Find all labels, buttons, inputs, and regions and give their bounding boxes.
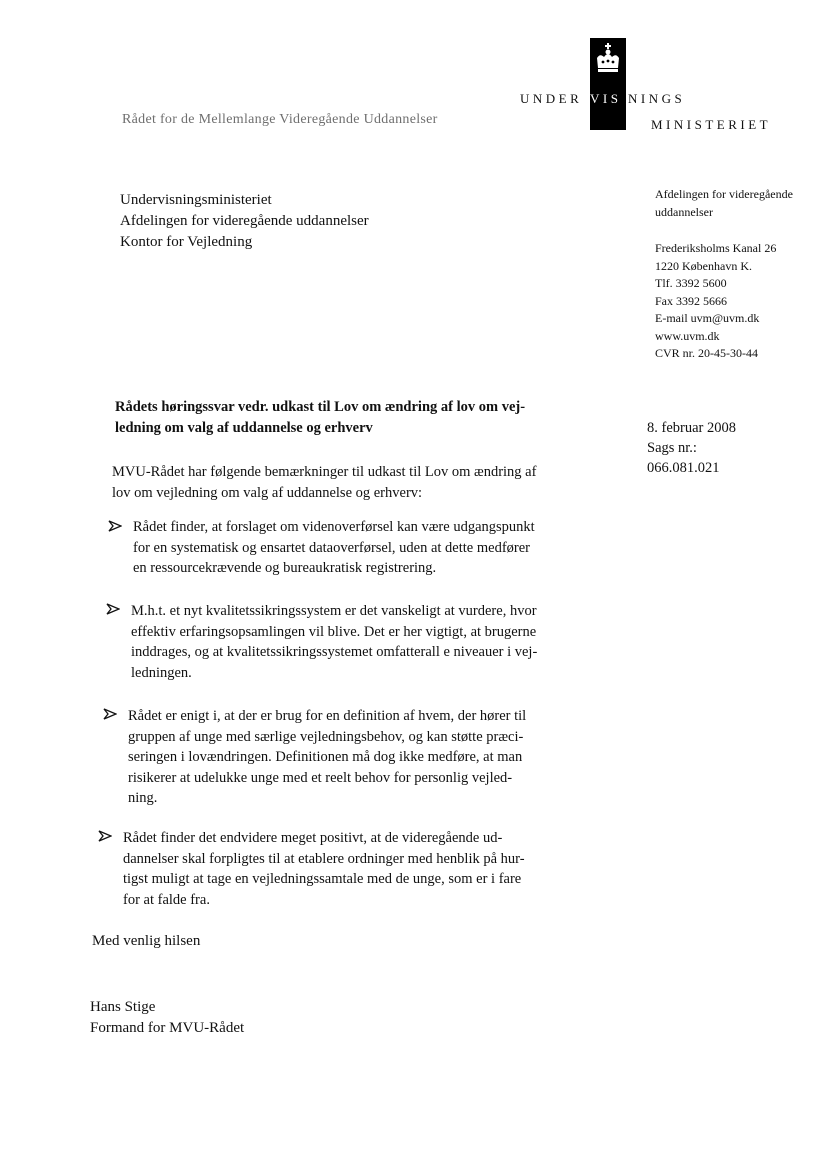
ministry-name-part-under: UNDER bbox=[520, 91, 583, 106]
ministry-name-part-vis: VIS bbox=[590, 91, 622, 106]
sender-fax: Fax 3392 5666 bbox=[655, 293, 727, 308]
case-label: Sags nr.: bbox=[647, 440, 697, 456]
bullet-line: for en systematisk og ensartet dataoverførsel, uden at dette medfører bbox=[133, 539, 530, 556]
bullet-line: ning. bbox=[128, 790, 158, 806]
sender-cvr: CVR nr. 20-45-30-44 bbox=[655, 346, 758, 360]
recipient-line: Kontor for Vejledning bbox=[120, 234, 253, 250]
ministry-logo-box bbox=[590, 38, 626, 130]
sender-phone: Tlf. 3392 5600 bbox=[655, 276, 727, 290]
sender-department-line: Afdelingen for videregående bbox=[655, 187, 793, 201]
sender-department-line: uddannelser bbox=[655, 204, 713, 219]
intro-line: MVU-Rådet har følgende bemærkninger til udkast til Lov om ændring af bbox=[112, 464, 537, 480]
arrow-bullet-icon bbox=[108, 520, 122, 532]
bullet-paragraph-3 bbox=[128, 706, 526, 809]
bullet-line: en ressourcekrævende og bureaukratisk registrering. bbox=[133, 560, 437, 576]
ministry-name-part-nings: NINGS bbox=[628, 91, 686, 106]
sender-email: E-mail uvm@uvm.dk bbox=[655, 311, 760, 325]
date-case-block bbox=[647, 418, 736, 478]
royal-crown-icon bbox=[594, 42, 622, 78]
sender-street: Frederiksholms Kanal 26 bbox=[655, 241, 777, 255]
bullet-line: risikerer at udelukke unge med et reelt behov for personlig vejled- bbox=[128, 769, 513, 786]
signature-block bbox=[90, 997, 244, 1039]
bullet-line: for at falde fra. bbox=[123, 891, 210, 908]
recipient-line: Afdelingen for videregående uddannelser bbox=[120, 213, 369, 229]
letter-date: 8. februar 2008 bbox=[647, 420, 736, 436]
signer-title: Formand for MVU-Rådet bbox=[90, 1020, 245, 1036]
subject-line: ledning om valg af uddannelse og erhverv bbox=[115, 420, 373, 436]
arrow-bullet-icon bbox=[103, 708, 117, 720]
bullet-line: ledningen. bbox=[131, 664, 192, 681]
case-number: 066.081.021 bbox=[647, 460, 720, 476]
bullet-line: tigst muligt at tage en vejledningssamtale med de unge, som er i fare bbox=[123, 871, 522, 887]
letter-subject bbox=[115, 397, 595, 439]
sender-city: 1220 København K. bbox=[655, 258, 752, 273]
bullet-line: dannelser skal forpligtes til at etablere ordninger med henblik på hur- bbox=[123, 850, 525, 867]
bullet-line: gruppen af unge med særlige vejledningsbehov, og kan støtte præci- bbox=[128, 728, 524, 745]
arrow-bullet-icon bbox=[106, 603, 120, 615]
signer-name: Hans Stige bbox=[90, 999, 156, 1015]
bullet-paragraph-4 bbox=[123, 828, 525, 910]
bullet-line: effektiv erfaringsopsamlingen vil blive. Det er her vigtigt, at brugerne bbox=[131, 623, 537, 640]
subject-line: Rådets høringssvar vedr. udkast til Lov om ændring af lov om vej- bbox=[115, 399, 526, 415]
sender-address bbox=[655, 186, 793, 363]
bullet-line: Rådet finder det endvidere meget positivt, at de videregående ud- bbox=[123, 830, 503, 846]
bullet-line: Rådet er enigt i, at der er brug for en definition af hvem, der hører til bbox=[128, 708, 527, 724]
ministry-name-line2: MINISTERIET bbox=[651, 117, 772, 132]
bullet-line: M.h.t. et nyt kvalitetssikringssystem er det vanskeligt at vurdere, hvor bbox=[131, 603, 537, 619]
closing-greeting: Med venlig hilsen bbox=[92, 933, 201, 949]
intro-paragraph bbox=[112, 462, 536, 503]
bullet-line: inddrages, og at kvalitetssikringssystemet omfatterall e niveauer i vej- bbox=[131, 644, 538, 660]
bullet-line: Rådet finder, at forslaget om videnoverførsel kan være udgangspunkt bbox=[133, 519, 535, 535]
sender-website: www.uvm.dk bbox=[655, 328, 720, 343]
bullet-line: seringen i lovændringen. Definitionen må dog ikke medføre, at man bbox=[128, 749, 523, 765]
recipient-line: Undervisningsministeriet bbox=[120, 192, 272, 208]
recipient-address bbox=[120, 190, 369, 253]
intro-line: lov om vejledning om valg af uddannelse og erhverv: bbox=[112, 484, 423, 501]
arrow-bullet-icon bbox=[98, 830, 112, 842]
bullet-paragraph-1 bbox=[133, 517, 535, 579]
bullet-paragraph-2 bbox=[131, 601, 537, 683]
council-name: Rådet for de Mellemlange Videregående Uddannelser bbox=[122, 112, 438, 127]
